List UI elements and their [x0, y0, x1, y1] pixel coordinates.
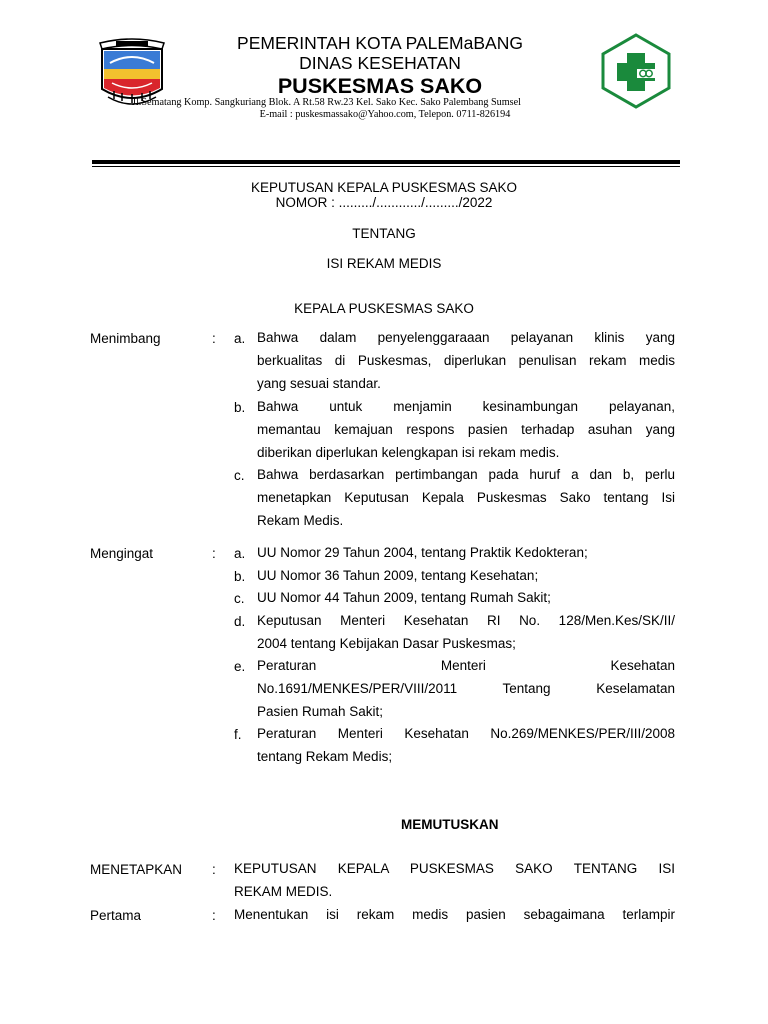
mengingat-item-c	[257, 587, 675, 610]
decree-number: NOMOR : ........./............/........./2022	[275, 195, 493, 210]
list-item-line: Bahwa dalam penyelenggaraaan pelayanan klinis yang	[257, 330, 675, 345]
menimbang-label: Menimbang	[90, 331, 161, 346]
list-item-line: UU Nomor 36 Tahun 2009, tentang Kesehatan;	[257, 568, 539, 583]
list-item-line: Bahwa berdasarkan pertimbangan pada huruf a dan b, perlu	[257, 467, 675, 482]
list-item-line: 2004 tentang Kebijakan Dasar Puskesmas;	[257, 635, 516, 651]
pertama-text	[234, 904, 675, 927]
menetapkan-colon: :	[212, 862, 216, 877]
mengingat-item-b	[257, 565, 675, 588]
decree-issuer: KEPALA PUSKESMAS SAKO	[294, 301, 474, 316]
decree-subject: ISI REKAM MEDIS	[326, 256, 442, 271]
memutuskan-heading: MEMUTUSKAN	[401, 817, 499, 832]
menetapkan-text	[234, 858, 675, 904]
menimbang-item-a	[257, 327, 675, 395]
decree-about: TENTANG	[352, 226, 416, 241]
list-item-line: No.1691/MENKES/PER/VIII/2011 Tentang Keselamatan	[257, 680, 675, 696]
list-item-line: UU Nomor 29 Tahun 2004, tentang Praktik Kedokteran;	[257, 545, 588, 560]
list-item-line: Rekam Medis.	[257, 512, 344, 528]
list-item-line: Menentukan isi rekam medis pasien sebagaimana terlampir	[234, 907, 675, 922]
mengingat-item-e	[257, 655, 675, 723]
decree-title: KEPUTUSAN KEPALA PUSKESMAS SAKO	[250, 180, 518, 195]
list-item-line: yang sesuai standar.	[257, 375, 381, 391]
mengingat-colon: :	[212, 546, 216, 561]
list-item-line: tentang Rekam Medis;	[257, 748, 393, 764]
mengingat-marker-f: f.	[234, 727, 242, 742]
letterhead-contact: E-mail : puskesmassako@Yahoo.com, Telepon. 0711-826194	[259, 109, 511, 120]
menimbang-marker-a: a.	[234, 331, 246, 346]
list-item-line: KEPUTUSAN KEPALA PUSKESMAS SAKO TENTANG ISI	[234, 861, 675, 876]
letterhead-institution: PUSKESMAS SAKO	[277, 74, 483, 98]
mengingat-marker-d: d.	[234, 614, 246, 629]
list-item-line: menetapkan Keputusan Kepala Puskesmas Sako tentang Isi	[257, 489, 675, 505]
list-item-line: diberikan diperlukan kelengkapan isi rekam medis.	[257, 444, 560, 460]
letterhead-rule-thick	[92, 160, 680, 164]
mengingat-item-a	[257, 542, 675, 565]
mengingat-label: Mengingat	[90, 546, 154, 561]
list-item-line: berkualitas di Puskesmas, diperlukan penulisan rekam medis	[257, 352, 675, 368]
mengingat-marker-c: c.	[234, 591, 245, 606]
list-item-line: Bahwa untuk menjamin kesinambungan pelayanan,	[257, 399, 675, 414]
letterhead-rule-thin	[92, 166, 680, 167]
pertama-label: Pertama	[90, 908, 142, 923]
mengingat-item-d	[257, 610, 675, 656]
menimbang-item-b	[257, 396, 675, 464]
list-item-line: Peraturan Menteri Kesehatan	[257, 658, 675, 673]
letterhead-address: Jl.Sematang Komp. Sangkuriang Blok. A Rt.58 Rw.23 Kel. Sako Kec. Sako Palembang Sumsel	[132, 97, 521, 108]
letterhead-government: PEMERINTAH KOTA PALEMaBANG	[237, 33, 523, 53]
pertama-colon: :	[212, 908, 216, 923]
mengingat-item-f	[257, 723, 675, 769]
menimbang-item-c	[257, 464, 675, 532]
list-item-line: REKAM MEDIS.	[234, 883, 333, 899]
list-item-line: Peraturan Menteri Kesehatan No.269/MENKES/PER/III/2008	[257, 726, 675, 741]
menetapkan-label: MENETAPKAN	[90, 862, 183, 877]
list-item-line: UU Nomor 44 Tahun 2009, tentang Rumah Sakit;	[257, 590, 551, 605]
menimbang-marker-c: c.	[234, 468, 245, 483]
list-item-line: Pasien Rumah Sakit;	[257, 703, 384, 719]
menimbang-marker-b: b.	[234, 400, 246, 415]
menimbang-colon: :	[212, 331, 216, 346]
list-item-line: memantau kemajuan respons pasien terhadap asuhan yang	[257, 421, 675, 437]
right-puskesmas-logo	[599, 33, 673, 109]
mengingat-marker-a: a.	[234, 546, 246, 561]
puskesmas-cross-logo-icon	[599, 33, 673, 109]
mengingat-marker-e: e.	[234, 659, 246, 674]
list-item-line: Keputusan Menteri Kesehatan RI No. 128/Men.Kes/SK/II/	[257, 613, 675, 628]
letterhead-agency: DINAS KESEHATAN	[299, 53, 461, 73]
mengingat-marker-b: b.	[234, 569, 246, 584]
